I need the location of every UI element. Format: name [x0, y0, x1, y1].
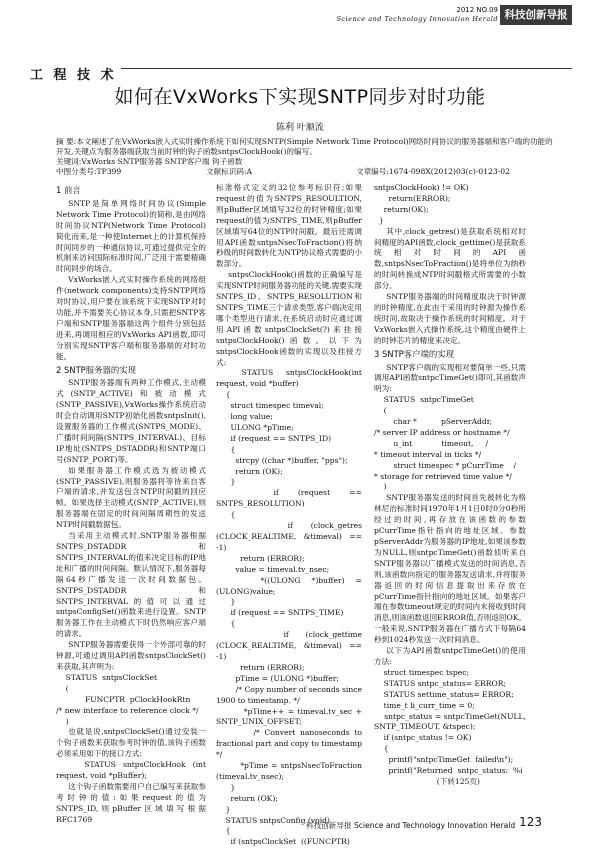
- section-heading: 2 SNTP服务器的实现: [56, 364, 136, 375]
- paragraph: SNTP服务器端有两种工作模式,主动模式(SNTP_ACTIVE)和被动模式(SNTP_PASSIVE),VxWorks操作系统启动时会自动调用SNTP初始化函数sntpsInit(),设置服务器的工作模式(SNTPS_MODE)、广播时间间隔(SNTPS_INTERVAL)、目标IP地址(SNTPS_DSTADDR)和SNTP端口号(SNTP_PORT)等。: [56, 378, 206, 464]
- article-id: 文章编号:1674-098X(2012)03(c)-0123-02: [356, 167, 510, 176]
- footer-journal: 科技创新导报 Science and Technology Innovation Herald: [306, 821, 516, 830]
- paragraph: SNTP服务器需要获得一个外部可靠的时钟源,可通过调用API函数sntpsClockSet()来获取,其声明为:: [56, 640, 206, 671]
- column-2: [216, 183, 362, 848]
- abstract: 摘 要:本文阐述了在VxWorks嵌入式实时操作系统下如何实现SNTP(Simple Network Time Protocol)网络时间协议的服务器端和客户端的功能的开发,关键点为服务器端获取当前时钟的钩子函数sntpsClockHook()的编写。: [56, 137, 553, 156]
- paragraph: 以下为API函数sntpcTimeGet()的使用方法:: [374, 646, 526, 666]
- issue-number: 2012 NO.09: [456, 6, 498, 14]
- code-block: STATUS sntpcTimeGet ( char * pServerAddr, /* server IP address or hostname */ u_int timeout, / * timeout interval in ticks */ struct timespec * pCurrTime / * storage for retrieved time value */ ): [374, 395, 517, 492]
- article-authors: 陈利 叶顺流: [276, 123, 324, 133]
- paragraph: 如果服务器工作模式选为被动模式(SNTP_PASSIVE),则服务器将等待来自客户端的请求,并发送包含NTP时间戳的回应帧。如果选择主动模式(SNTP_ACTIVE),则服务器端在固定的时间间隔周期性的发送NTP时间戳数据包。: [56, 465, 206, 530]
- paragraph: SNTP客户端的实现相对要简单一些,只需调用API函数sntpcTimeGet()即可,其函数声明为:: [374, 362, 526, 394]
- article-title: 如何在VxWorks下实现SNTP同步对时功能: [114, 86, 486, 108]
- clc-number: 中图分类号:TP399: [56, 167, 122, 176]
- keywords: 关键词:VxWorks SNTP服务器 SNTP客户端 钩子函数: [56, 157, 243, 166]
- code-block: STATUS sntpsClockHook (int request, void *pBuffer);: [56, 760, 209, 781]
- section-heading: 1 前言: [56, 185, 81, 195]
- code-block: STATUS sntpsClockSet ( FUNCPTR pClockHookRtn /* new interface to reference clock */ ): [56, 672, 199, 726]
- paragraph: VxWorks嵌入式实时操作系统的网络组件(network components)支持SNTP网络对时协议,用户要在该系统下实现SNTP对时功能,并不需要关心协议本身,只需把SNTP客户端和SNTP服务器端这两个组件分别包括进来,再调用相应的VxWorks API函数,即可分别实现SNTP客户端和服务器端的对时功能。: [56, 275, 206, 361]
- journal-brand-badge: 科技创新导报: [500, 5, 572, 25]
- paragraph: sntpsClockHook()函数的正确编写是实现SNTP时间服务器功能的关键,需要实现SNTPS_ID、SNTPS_RESOLUTION和SNTPS_TIME三个请求类型,客户端决定用哪个类型进行请求,在系统启动时应通过调用API函数sntpsClockSet(?)来挂接sntpsClockHook()函数。以下为sntpsClockHook函数的实现以及挂接方式:: [216, 270, 362, 367]
- section-heading: 3 SNTP客户端的实现: [374, 348, 454, 359]
- paragraph: 也就是说,sntpsClockSet()通过安装一个钩子函数来获取参考时钟的值,该钩子函数必须采用如下的接口方式:: [56, 727, 206, 759]
- paragraph: 当采用主动模式时,SNTP服务器根据SNTPS_DSTADDR和SNTPS_INTERVAL的值来决定目标的IP地址和广播的时间间隔。默认情况下,服务器每隔64秒广播发送一次时间数据包。SNTPS_DSTADDR和SNTPS_INTERVAL的值可以通过sntpsConfigSet()函数来进行设置。SNTP服务器工作在主动模式下时仍然响应客户端的请求。: [56, 531, 206, 639]
- paragraph: 标准格式定义的32位参考标识符;如果request的值为SNTPS_RESOULTION,则pBuffer区域填写32位的时钟精度;如果request的值为SNTPS_TIME,则pBuffer区域填写64位的NTP时间戳。最后还需调用API函数sntpsNsecToFraction()将纳秒级的时间数转化为NTP协议格式需要的小数部分。: [216, 183, 362, 269]
- column-1: [56, 183, 209, 826]
- paragraph: SNTP是简单网络时间协议(Simple Network Time Protocol)的简称,是由网络时间协议NTP(Network Time Protocol)简化而来,是一种使Internet上的计算机保持时间同步的一种通信协议,可通过提供完全的机制来访问国际标准时间,广泛用于需要精确时间同步的场合。: [56, 198, 206, 274]
- paragraph: 这个钩子函数需要用户自己编写来获取参考时钟的值:如果request的值为SNTPS_ID,则pBuffer区域填写根据RFC1769: [56, 781, 206, 824]
- paragraph: SNTP服务器端的时间精度取决于时钟源的时钟精度,在此由于采用的时钟源为操作系统时间,故取决于操作系统的时间精度。对于VxWorks嵌入式操作系统,这个精度由硬件上的时钟芯片的精度来决定。: [374, 292, 526, 345]
- paragraph: 其中,clock_getres()是获取系统相对时间精度的API函数,clock_gettime()是获取系统相对时间的API函数,sntpsNsecToFraction()是将单位为纳秒的时间转换成NTP时间戳格式所需要的小数部分。: [374, 226, 526, 291]
- paragraph: SNTP服务器发送的时间首先被转化为格林尼治标准时间1970年1月1日0时0分0秒所经过的时间,再存放在该函数的参数pCurrTime指针指向的地址区域。参数pServerAddr为服务器的IP地址,如果该参数为NULL,则sntpcTimeGet()函数侦听来自SNTP服务器以广播模式发送的时间消息,否则,该函数向指定的服务器发送请求,并将服务器返回的时间信息提取出来存放在pCurrTime指针指向的地址区域。如果客户端在参数timeout规定的时间内未接收到时间消息,则该函数返回ERROR值,否则返回OK。一般来说,SNTP服务器在广播方式下每隔64秒到1024秒发送一次时间消息。: [374, 493, 526, 645]
- code-block: STATUS sntpsClockHook(int request, void *buffer) { struct timespec timeval; long value; ULONG *pTime; if (request == SNTPS_ID) { strcpy ((char *)buffer, "pps"); return (OK); } if (request == SNTPS_RESOLUTION) { if (clock_getres (CLOCK_REALTIME, &timeval) == -1) return (ERROR); value = timeval.tv_nsec; *((ULONG *)buffer) = (ULONG)value; } if (request == SNTPS_TIME) { if (clock_gettime (CLOCK_REALTIME, &timeval) == -1) return (ERROR); pTime = (ULONG *)buffer; /* Copy number of seconds since 1900 to timestamp. */ *pTime++ = timeval.tv_sec + SNTP_UNIX_OFFSET; /* Convert nanoseconds to fractional part and copy to timestamp */ *pTime = sntpsNsecToFraction (timeval.tv_nsec); } return (OK); } STATUS sntpsConfig (void) { if (sntpsClockSet ((FUNCPTR): [216, 368, 363, 847]
- document-code: 文献标识码:A: [206, 167, 253, 176]
- code-block: sntpsClockHook) != OK) return(ERROR); return(OK); }: [374, 183, 469, 225]
- column-3: [374, 183, 526, 788]
- article-meta: [56, 137, 560, 177]
- code-block: struct timespec tspec; STATUS sntpc_status= ERROR; STATUS settime_status= ERROR; time_t li_curr_time = 0; sntpc_status = sntpcTimeGet(NULL, SNTP_TIMEOUT, &tspec); if (sntpc_status != OK) { printf("sntpcTimeGet failed\n"); printf("Returned sntpc_status: %i (下转125页): [374, 667, 527, 786]
- journal-name-english: Science and Technology Innovation Herald: [336, 15, 498, 23]
- page-number: 123: [519, 815, 542, 829]
- classification-row: [56, 167, 560, 177]
- section-label: 工 程 技 术: [30, 64, 121, 83]
